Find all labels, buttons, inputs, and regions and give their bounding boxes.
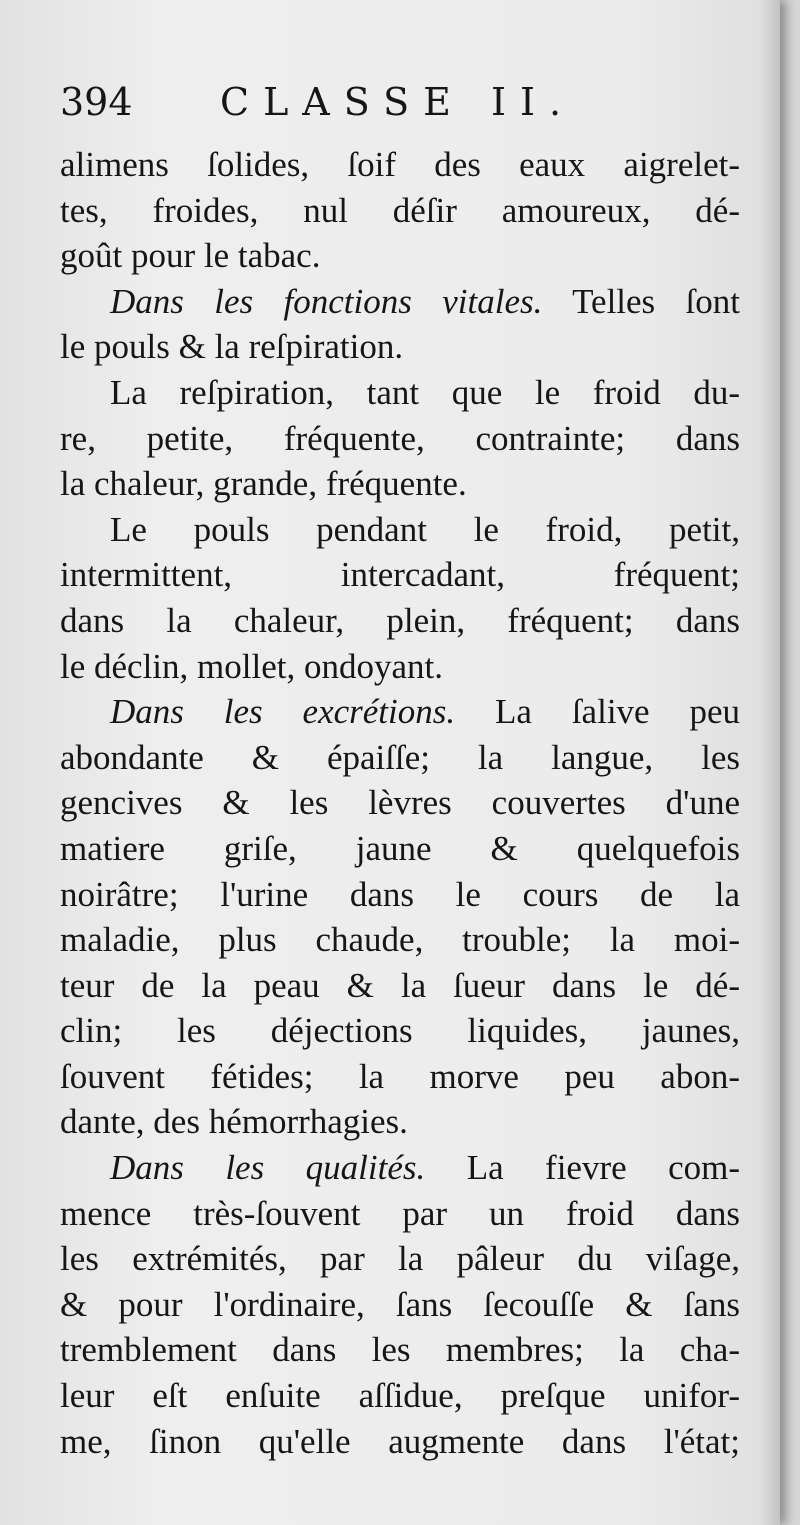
text-line: [60, 233, 740, 279]
text-line: [60, 1327, 740, 1373]
text-line: [60, 598, 740, 644]
text-line: [60, 416, 740, 462]
line-text: le pouls & la reſpiration.: [60, 327, 404, 367]
line-text: les extrémités, par la pâleur du viſage,: [60, 1239, 740, 1279]
line-text: le déclin, mollet, ondoyant.: [60, 646, 443, 686]
running-title: CLASSE II.: [220, 80, 576, 124]
text-line: [60, 917, 740, 963]
text-line: [60, 142, 740, 188]
text-line: [60, 370, 740, 416]
line-text: tes, froides, nul déſir amoureux, dé-: [60, 190, 740, 230]
text-line: [60, 188, 740, 234]
text-line: [60, 1145, 740, 1191]
line-text: & pour l'ordinaire, ſans ſecouſſe & ſans: [60, 1284, 740, 1324]
line-text: matiere griſe, jaune & quelquefois: [60, 828, 740, 868]
line-text: maladie, plus chaude, trouble; la moi-: [60, 920, 740, 960]
text-line: [60, 324, 740, 370]
text-line: [60, 963, 740, 1009]
text-line: [60, 1099, 740, 1145]
line-text: dante, des hémorrhagies.: [60, 1102, 408, 1142]
line-text: Le pouls pendant le froid, petit,: [110, 509, 740, 549]
page-header: [60, 80, 740, 142]
line-text: abondante & épaiſſe; la langue, les: [60, 737, 740, 777]
line-text: intermittent, intercadant, fréquent;: [60, 555, 740, 595]
line-text: leur eſt enſuite aſſidue, preſque unifor-: [60, 1376, 740, 1416]
text-line: [60, 1236, 740, 1282]
text-line: [60, 1282, 740, 1328]
line-text: La fievre com-: [425, 1148, 741, 1188]
text-line: [60, 1373, 740, 1419]
text-line: [60, 872, 740, 918]
page-number: 394: [60, 80, 133, 124]
line-text: alimens ſolides, ſoif des eaux aigrelet-: [60, 145, 740, 184]
line-text: clin; les déjections liquides, jaunes,: [60, 1011, 740, 1051]
line-text: La ſalive peu: [455, 692, 740, 732]
line-text: goût pour le tabac.: [60, 236, 321, 276]
line-text: noirâtre; l'urine dans le cours de la: [60, 874, 740, 914]
body-text: [60, 142, 740, 1464]
text-line: [60, 1008, 740, 1054]
line-text: re, petite, fréquente, contrainte; dans: [60, 418, 740, 458]
text-line: [60, 826, 740, 872]
line-text: La reſpiration, tant que le froid du-: [110, 372, 740, 412]
text-line: [60, 644, 740, 690]
text-line: [60, 1419, 740, 1465]
line-text: teur de la peau & la ſueur dans le dé-: [60, 965, 740, 1005]
text-line: [60, 552, 740, 598]
text-line: [60, 780, 740, 826]
section-heading: Dans les qualités.: [110, 1148, 426, 1188]
line-text: mence très-ſouvent par un froid dans: [60, 1193, 740, 1233]
text-line: [60, 735, 740, 781]
text-line: [60, 1054, 740, 1100]
text-line: [60, 689, 740, 735]
line-text: me, ſinon qu'elle augmente dans l'état;: [60, 1421, 740, 1461]
text-line: [60, 1191, 740, 1237]
line-text: dans la chaleur, plein, fréquent; dans: [60, 600, 740, 640]
text-line: [60, 507, 740, 553]
line-text: la chaleur, grande, fréquente.: [60, 464, 467, 504]
line-text: ſouvent fétides; la morve peu abon-: [60, 1056, 740, 1096]
line-text: tremblement dans les membres; la cha-: [60, 1330, 740, 1370]
section-heading: Dans les excrétions.: [110, 692, 456, 732]
section-heading: Dans les fonctions vitales.: [110, 281, 543, 321]
page-text: [60, 80, 740, 1464]
line-text: gencives & les lèvres couvertes d'une: [60, 783, 740, 823]
text-line: [60, 461, 740, 507]
text-line: [60, 279, 740, 325]
line-text: Telles ſont: [542, 281, 741, 321]
